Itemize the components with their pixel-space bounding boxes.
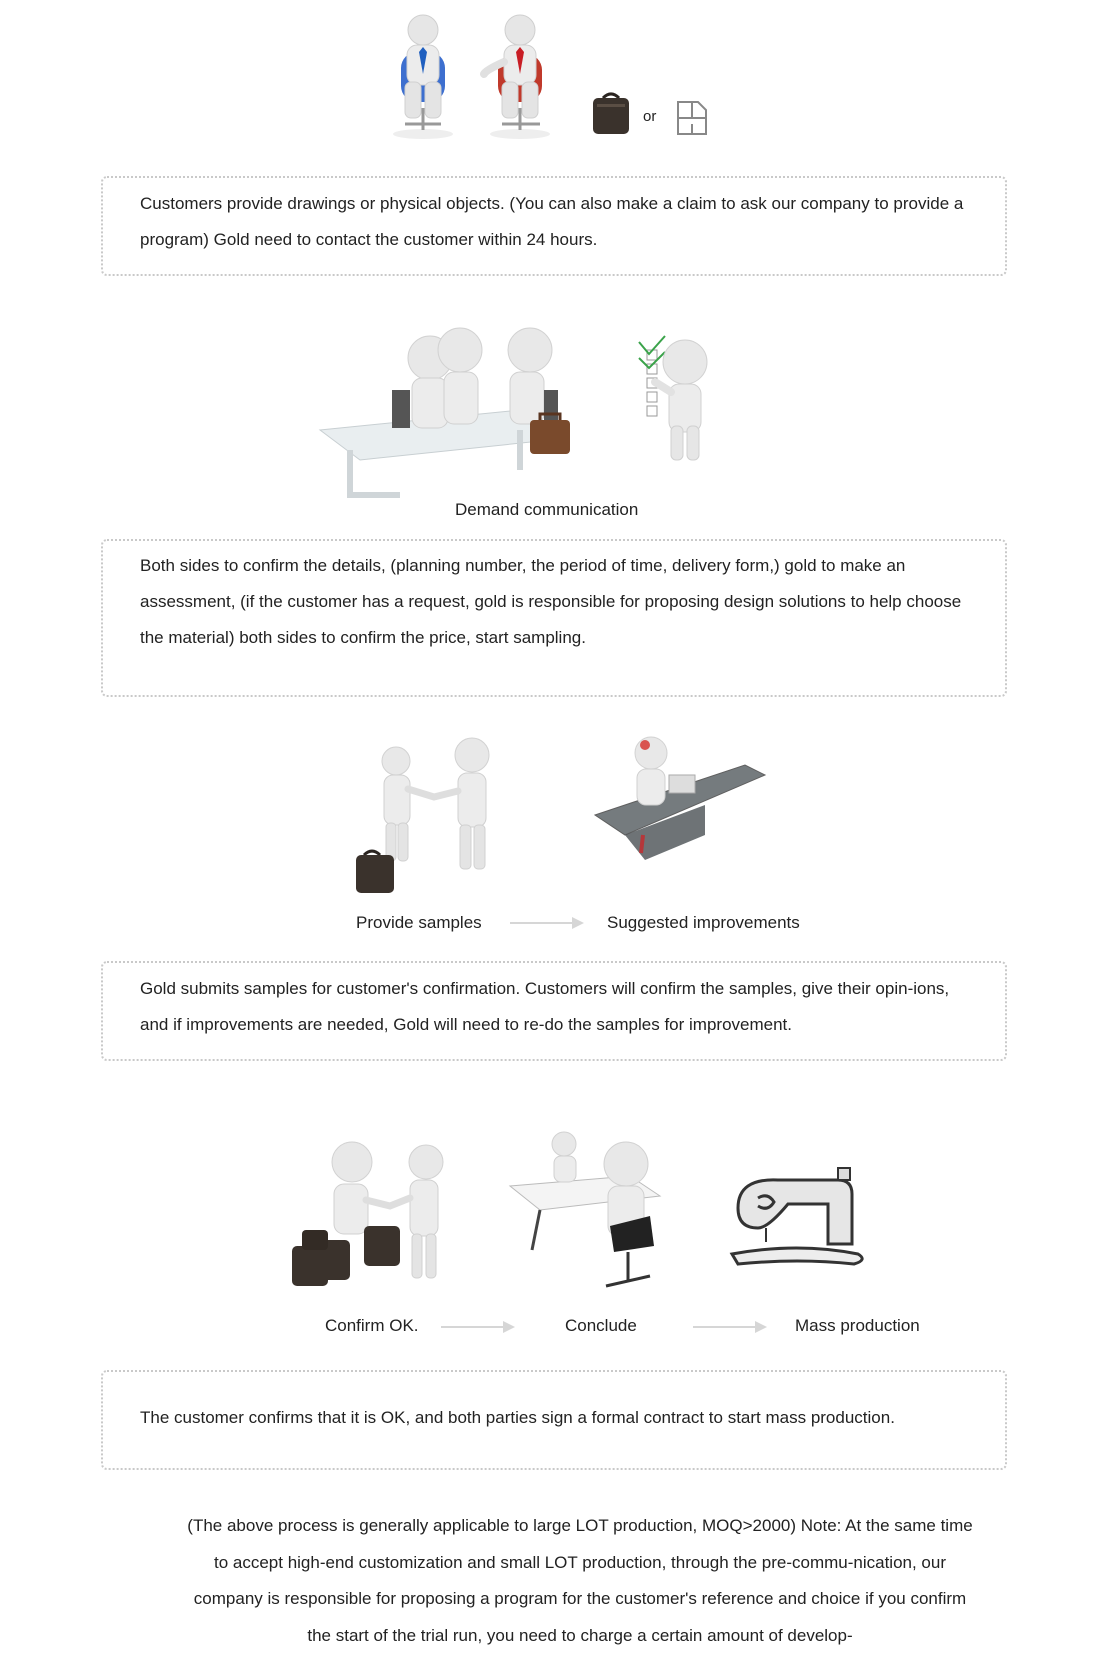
confirm-ok-handshake-illustration — [292, 1140, 452, 1290]
bag-icon — [591, 90, 631, 136]
demand-communication-caption: Demand communication — [455, 500, 639, 519]
section-4-description: The customer confirms that it is OK, and both parties sign a formal contract to start mass production. — [140, 1408, 895, 1427]
drawing-document-icon — [676, 100, 708, 136]
conclude-label: Conclude — [565, 1316, 637, 1335]
seated-businessman-red-tie-illustration — [478, 12, 558, 142]
desk-worker-illustration — [585, 735, 765, 865]
seated-businessman-blue-tie-illustration — [385, 12, 465, 142]
process-note: (The above process is generally applicable to large LOT production, MOQ>2000) Note: At the same time to accept high-end customization and small LOT production, through the pre-commu-nication, our company is responsible for proposing a program for the customer's reference and choice if you confirm the start of the trial run, you need to charge a certain amount of develop- — [187, 1516, 973, 1645]
confirm-ok-label: Confirm OK. — [325, 1316, 419, 1335]
section-3-description-box — [101, 961, 1007, 1061]
sewing-machine-illustration — [728, 1168, 868, 1268]
section-1-description: Customers provide drawings or physical objects. (You can also make a claim to ask our company to provide a program) Gold need to contact the customer within 24 hours. — [140, 194, 964, 249]
handshake-illustration — [354, 735, 504, 895]
arrow-icon — [510, 922, 582, 924]
arrow-icon — [441, 1326, 513, 1328]
section-3-description: Gold submits samples for customer's confirmation. Customers will confirm the samples, give their opin-ions, and if improvements are needed, Gold will need to re-do the samples for improvement. — [140, 979, 950, 1034]
suggested-improvements-label: Suggested improvements — [607, 913, 800, 932]
provide-samples-label: Provide samples — [356, 913, 482, 932]
section-2-description: Both sides to confirm the details, (planning number, the period of time, delivery form,) gold to make an assessment, (if the customer has a request, gold is responsible for proposing design solutions to help choose the material) both sides to confirm the price, start sampling. — [140, 556, 962, 647]
arrow-icon — [693, 1326, 765, 1328]
section-1-description-box — [101, 176, 1007, 276]
signing-contract-illustration — [510, 1130, 670, 1300]
checklist-person-illustration — [635, 336, 715, 466]
or-label: or — [643, 108, 657, 125]
mass-production-label: Mass production — [795, 1316, 920, 1335]
section-2-description-box — [101, 539, 1007, 697]
section-4-description-box — [101, 1370, 1007, 1470]
meeting-table-illustration — [320, 320, 580, 500]
